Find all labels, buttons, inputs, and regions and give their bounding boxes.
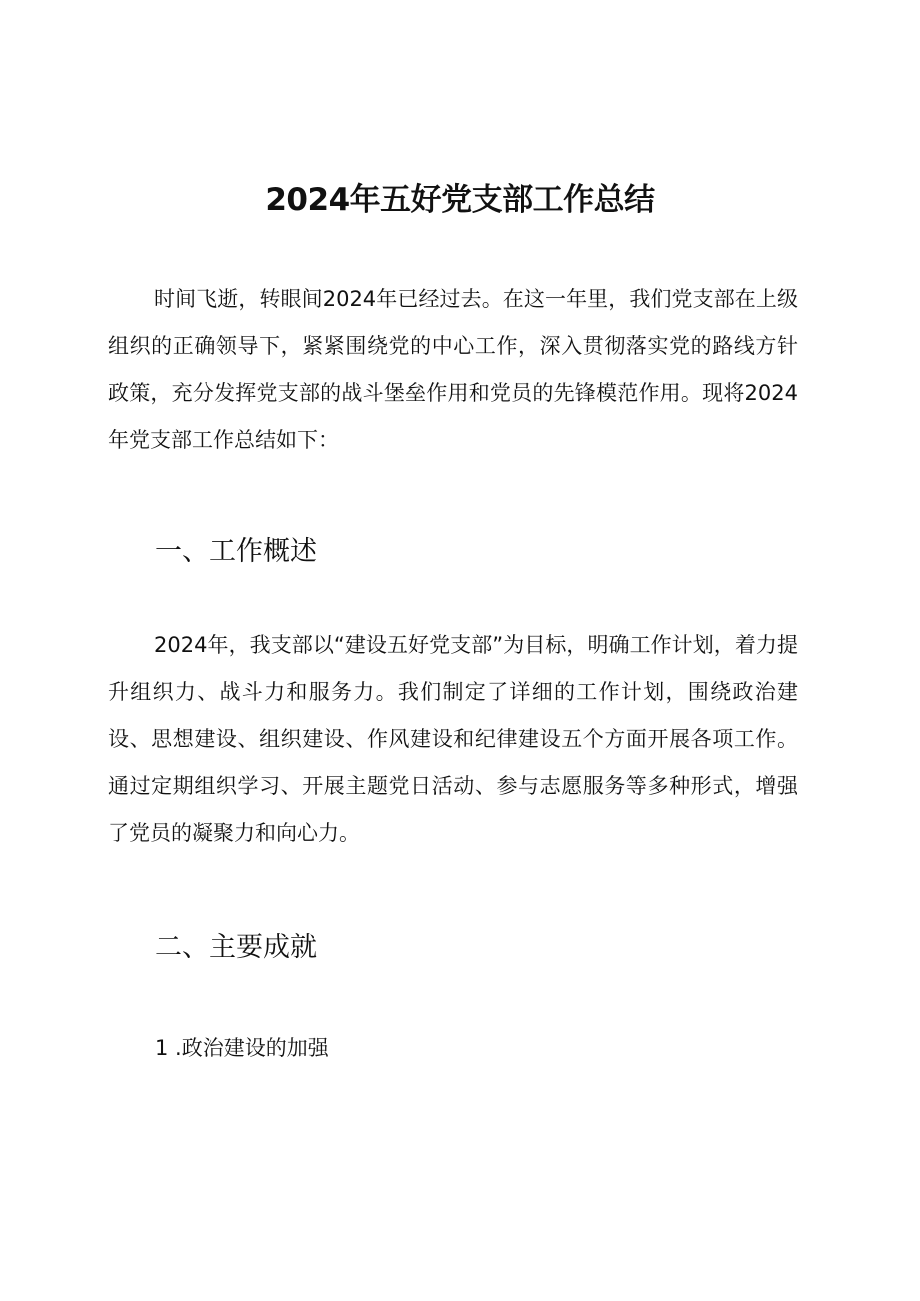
overview-paragraph: 2024年，我支部以“建设五好党支部”为目标，明确工作计划，着力提升组织力、战斗力和服务力。我们制定了详细的工作计划，围绕政治建设、思想建设、组织建设、作风建设和纪律建设五个方面开展各项工作。通过定期组织学习、开展主题党日活动、参与志愿服务等多种形式，增强了党员的凝聚力和向心力。 — [108, 633, 798, 845]
achievement-item-political: 1 .政治建设的加强 — [155, 1036, 329, 1060]
section-heading-overview: 一、工作概述 — [155, 536, 317, 567]
section-heading-achievements: 二、主要成就 — [155, 932, 317, 963]
intro-paragraph: 时间飞逝，转眼间2024年已经过去。在这一年里，我们党支部在上级组织的正确领导下，紧紧围绕党的中心工作，深入贯彻落实党的路线方针政策，充分发挥党支部的战斗堡垒作用和党员的先锋模范作用。现将2024年党支部工作总结如下： — [108, 287, 798, 452]
document-title: 2024年五好党支部工作总结 — [265, 182, 655, 218]
